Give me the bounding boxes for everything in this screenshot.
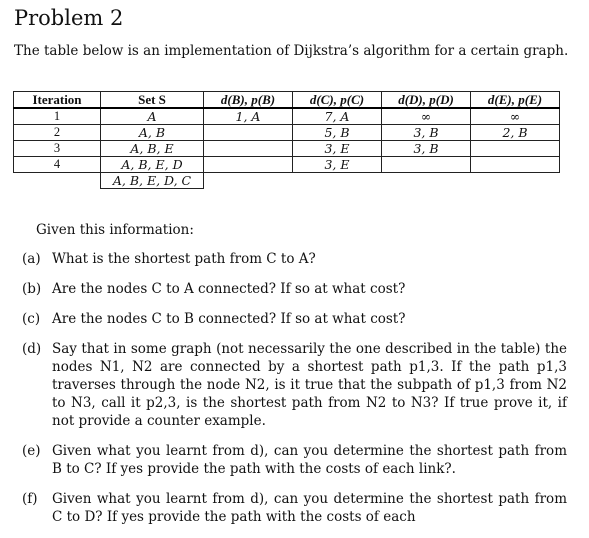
set-cell: A	[101, 108, 204, 125]
question-text: What is the shortest path from C to A?	[52, 251, 316, 267]
dD-cell: 3, B	[382, 141, 471, 157]
iteration-cell: 2	[14, 125, 101, 141]
question-label: (d)	[22, 341, 42, 357]
question-f	[22, 490, 567, 526]
question-text: Are the nodes C to A connected? If so at what cost?	[52, 281, 406, 297]
table-header-row	[14, 92, 560, 109]
dC-cell	[293, 173, 382, 189]
question-a	[22, 250, 567, 268]
problem-title: Problem 2	[14, 6, 124, 30]
header-dC: d(C), p(C)	[293, 92, 382, 109]
set-cell: A, B, E, D, C	[101, 173, 204, 189]
dC-cell: 7, A	[293, 108, 382, 125]
table-row	[14, 141, 560, 157]
header-dE: d(E), p(E)	[471, 92, 560, 109]
dD-cell: 3, B	[382, 125, 471, 141]
question-label: (f)	[22, 491, 38, 507]
dC-cell: 3, E	[293, 157, 382, 173]
set-cell: A, B, E	[101, 141, 204, 157]
dC-cell: 3, E	[293, 141, 382, 157]
question-text: Given what you learnt from d), can you determine the shortest path from B to C? If yes provide the path with the costs of each link?.	[52, 443, 567, 477]
dE-cell	[471, 141, 560, 157]
header-dB: d(B), p(B)	[204, 92, 293, 109]
intro-text: The table below is an implementation of Dijkstra’s algorithm for a certain graph.	[14, 43, 569, 59]
dC-cell: 5, B	[293, 125, 382, 141]
question-label: (a)	[22, 251, 41, 267]
given-text: Given this information:	[36, 222, 194, 238]
iteration-cell: 1	[14, 108, 101, 125]
dD-cell: ∞	[382, 108, 471, 125]
iteration-cell: 3	[14, 141, 101, 157]
dE-cell: 2, B	[471, 125, 560, 141]
header-dD: d(D), p(D)	[382, 92, 471, 109]
dD-cell	[382, 157, 471, 173]
header-iteration: Iteration	[14, 92, 101, 109]
table-row	[14, 108, 560, 125]
question-text: Are the nodes C to B connected? If so at what cost?	[52, 311, 406, 327]
question-label: (e)	[22, 443, 41, 459]
dE-cell: ∞	[471, 108, 560, 125]
set-cell: A, B, E, D	[101, 157, 204, 173]
question-label: (c)	[22, 311, 41, 327]
dB-cell	[204, 141, 293, 157]
question-list	[22, 250, 567, 526]
dE-cell	[471, 157, 560, 173]
question-d	[22, 340, 567, 430]
dB-cell	[204, 125, 293, 141]
question-text: Given what you learnt from d), can you determine the shortest path from C to D? If yes provide the path with the costs of each	[52, 491, 567, 525]
question-e	[22, 442, 567, 478]
dB-cell	[204, 157, 293, 173]
dD-cell	[382, 173, 471, 189]
iteration-cell: 4	[14, 157, 101, 173]
question-label: (b)	[22, 281, 42, 297]
dB-cell	[204, 173, 293, 189]
iteration-cell	[14, 173, 101, 189]
table-row	[14, 157, 560, 173]
question-b	[22, 280, 567, 298]
set-cell: A, B	[101, 125, 204, 141]
question-c	[22, 310, 567, 328]
dE-cell	[471, 173, 560, 189]
header-set-s: Set S	[101, 92, 204, 109]
dB-cell: 1, A	[204, 108, 293, 125]
question-text: Say that in some graph (not necessarily the one described in the table) the nodes N1, N2 are connected by a shortest path p1,3. If the path p1,3 traverses through the node N2, is it true that the subpath of p1,3 from N2 to N3, call it p2,3, is the shortest path from N2 to N3? If true prove it, if not provide a counter example.	[52, 341, 567, 429]
table-row	[14, 125, 560, 141]
table-row	[14, 173, 560, 189]
dijkstra-table	[13, 91, 560, 189]
